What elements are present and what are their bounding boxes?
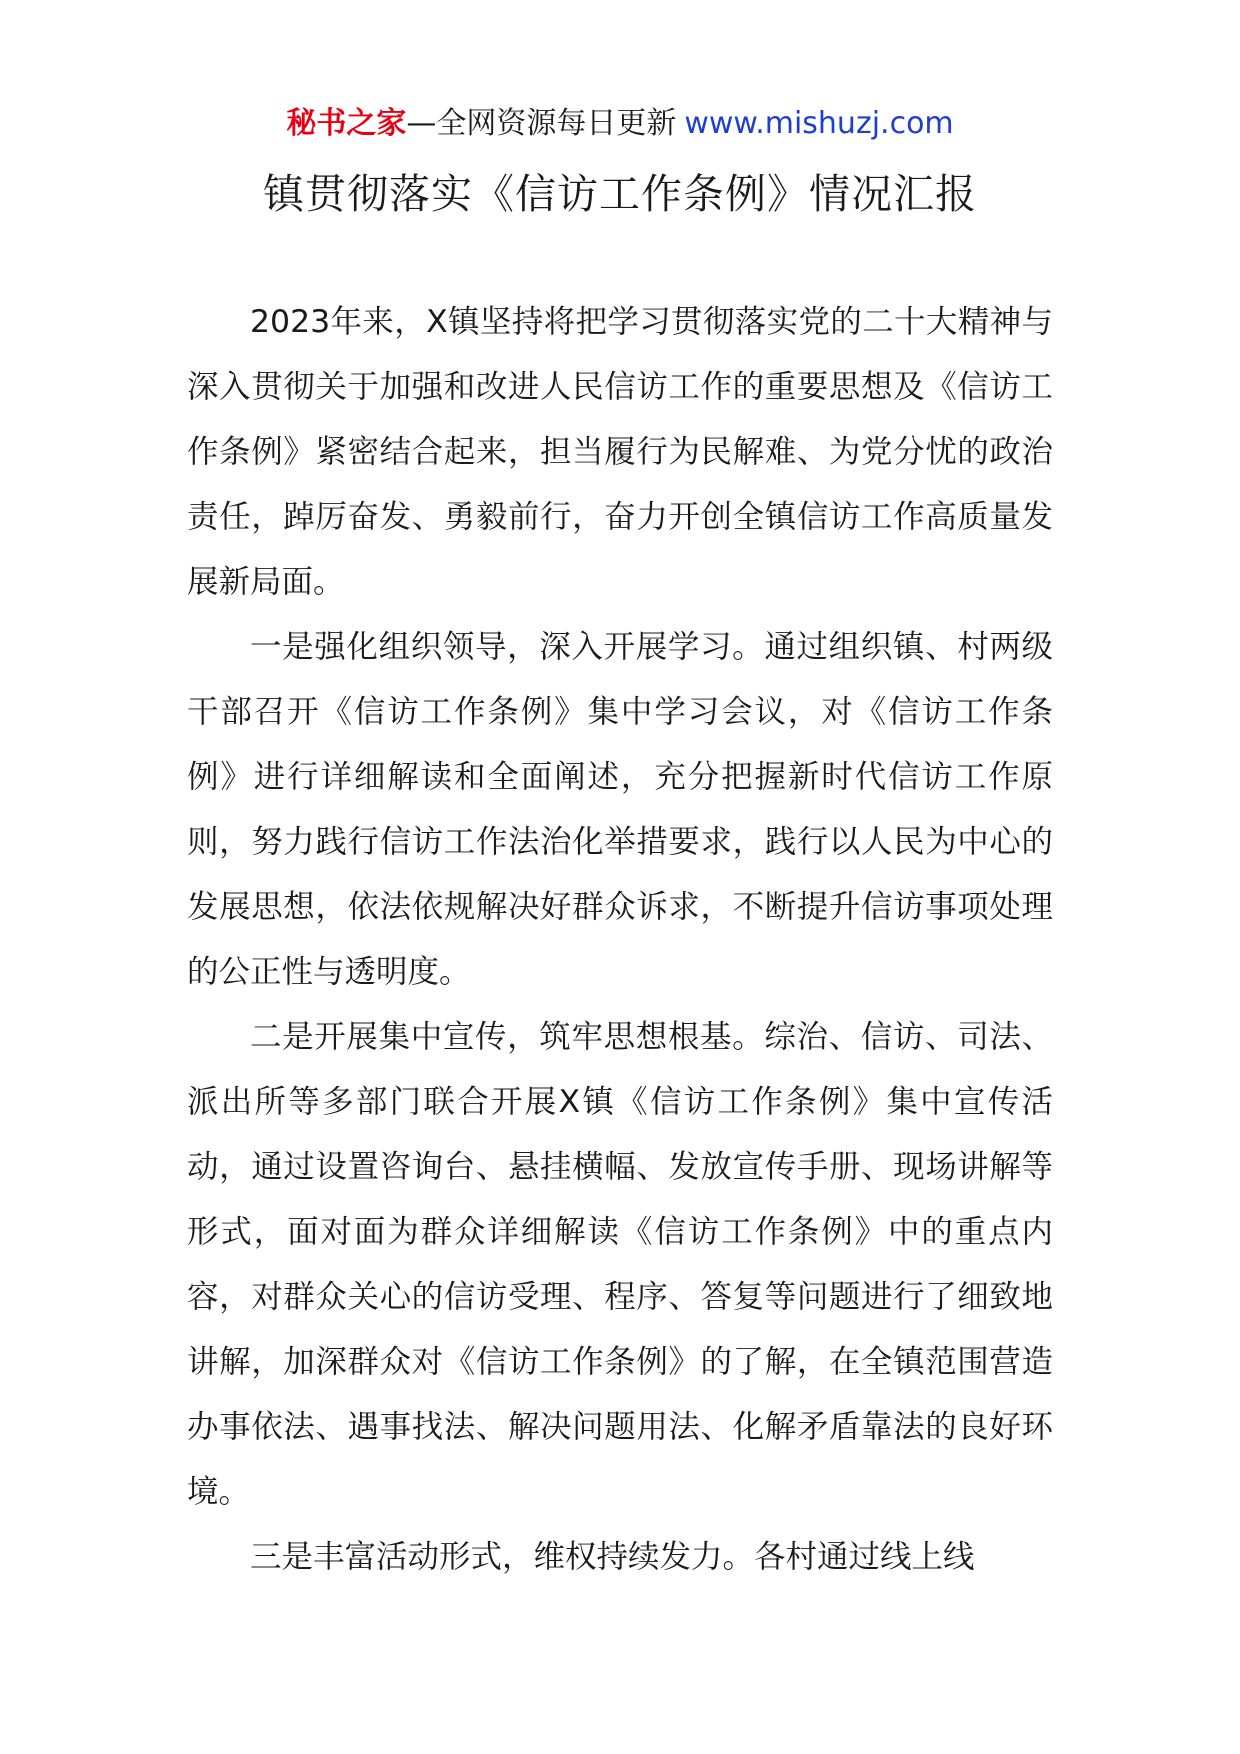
site-url-link[interactable]: www.mishuzj.com (684, 106, 954, 141)
paragraph-text: 2023年来，X镇坚持将把学习贯彻落实党的二十大精神与深入贯彻关于加强和改进人民信访工作的重要思想及《信访工作条例》紧密结合起来，担当履行为民解难、为党分忧的政治责任，踔厉奋发、勇毅前行，奋力开创全镇信访工作高质量发展新局面。 (187, 304, 1053, 600)
paragraph-point-3 (187, 1525, 1053, 1590)
paragraph-intro (187, 290, 1053, 615)
document-body (187, 290, 1053, 1590)
paragraph-lead: 二是开展集中宣传，筑牢思想根基。 (250, 1019, 765, 1055)
document-title: 镇贯彻落实《信访工作条例》情况汇报 (263, 170, 977, 218)
paragraph-point-2 (187, 1005, 1053, 1525)
paragraph-text: 通过组织镇、村两级干部召开《信访工作条例》集中学习会议，对《信访工作条例》进行详细解读和全面阐述，充分把握新时代信访工作原则，努力践行信访工作法治化举措要求，践行以人民为中心的发展思想，依法依规解决好群众诉求，不断提升信访事项处理的公正性与透明度。 (187, 629, 1053, 990)
paragraph-point-1 (187, 615, 1053, 1005)
paragraph-lead: 一是强化组织领导，深入开展学习。 (250, 629, 765, 665)
site-header (0, 104, 1240, 144)
paragraph-lead: 三是丰富活动形式，维权持续发力。 (250, 1539, 755, 1575)
header-slogan: —全网资源每日更新 (406, 106, 677, 141)
paragraph-text: 综治、信访、司法、派出所等多部门联合开展X镇《信访工作条例》集中宣传活动，通过设置咨询台、悬挂横幅、发放宣传手册、现场讲解等形式，面对面为群众详细解读《信访工作条例》中的重点内容，对群众关心的信访受理、程序、答复等问题进行了细致地讲解，加深群众对《信访工作条例》的了解，在全镇范围营造办事依法、遇事找法、解决问题用法、化解矛盾靠法的良好环境。 (187, 1019, 1053, 1510)
brand-name: 秘书之家 (286, 106, 407, 141)
paragraph-text: 各村通过线上线 (754, 1539, 975, 1575)
